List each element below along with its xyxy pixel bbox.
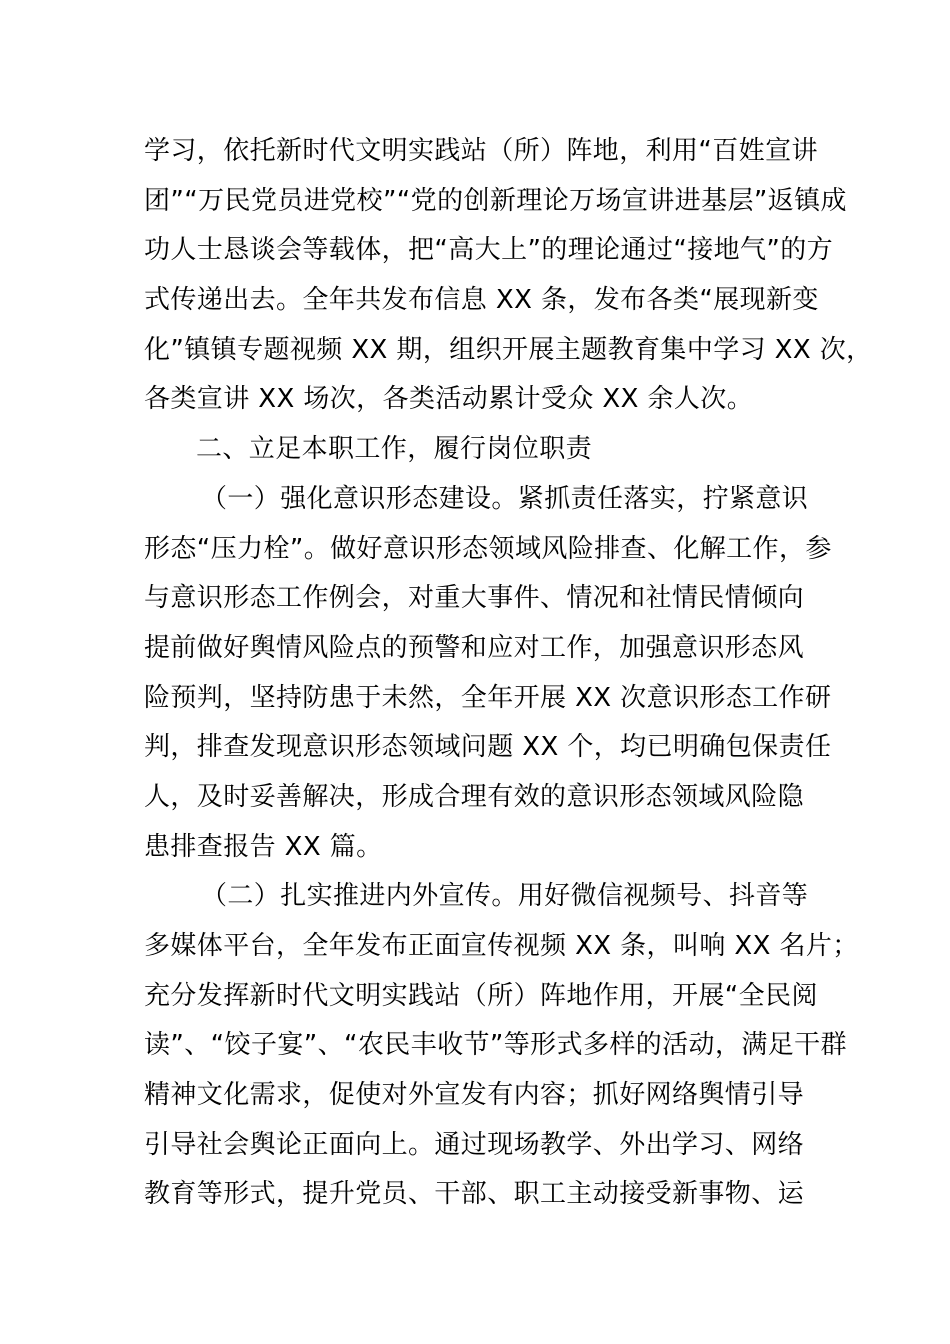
subsection-first-line: （二）扎实推进内外宣传。用好微信视频号、抖音等 — [201, 881, 809, 912]
section-heading: 二、立足本职工作，履行岗位职责 — [196, 434, 593, 465]
text-line: 精神文化需求，促使对外宣发有内容；抓好网络舆情引导 — [144, 1080, 805, 1111]
text-line: 教育等形式，提升党员、干部、职工主动接受新事物、运 — [144, 1179, 805, 1210]
document-body — [144, 127, 873, 1220]
text-line: 形态“压力栓”。做好意识形态领域风险排查、化解工作，参 — [144, 533, 832, 564]
text-line: 患排查报告 XX 篇。 — [144, 831, 383, 862]
text-line: 人，及时妥善解决，形成合理有效的意识形态领域风险隐 — [144, 781, 805, 812]
text-line: 团”“万民党员进党校”“党的创新理论万场宣讲进基层”返镇成 — [144, 185, 847, 216]
text-line: 式传递出去。全年共发布信息 XX 条，发布各类“展现新变 — [144, 285, 819, 316]
subsection-first-line: （一）强化意识形态建设。紧抓责任落实，拧紧意识 — [201, 483, 809, 514]
text-line: 学习，依托新时代文明实践站（所）阵地，利用“百姓宣讲 — [144, 136, 818, 166]
text-line: 充分发挥新时代文明实践站（所）阵地作用，开展“全民阅 — [144, 980, 818, 1011]
text-line: 多媒体平台，全年发布正面宣传视频 XX 条，叫响 XX 名片； — [144, 931, 859, 961]
text-line: 提前做好舆情风险点的预警和应对工作，加强意识形态风 — [144, 632, 805, 663]
text-line: 险预判，坚持防患于未然，全年开展 XX 次意识形态工作研 — [144, 682, 832, 713]
text-line: 功人士恳谈会等载体，把“高大上”的理论通过“接地气”的方 — [144, 235, 834, 266]
text-line: 判，排查发现意识形态领域问题 XX 个，均已明确包保责任 — [144, 732, 832, 763]
text-line: 化”镇镇专题视频 XX 期，组织开展主题教育集中学习 XX 次， — [144, 334, 873, 365]
text-line: 引导社会舆论正面向上。通过现场教学、外出学习、网络 — [144, 1129, 805, 1160]
text-line: 读”、“饺子宴”、“农民丰收节”等形式多样的活动，满足干群 — [144, 1030, 847, 1061]
text-line: 与意识形态工作例会，对重大事件、情况和社情民情倾向 — [144, 583, 805, 614]
text-line: 各类宣讲 XX 场次，各类活动累计受众 XX 余人次。 — [144, 384, 754, 415]
